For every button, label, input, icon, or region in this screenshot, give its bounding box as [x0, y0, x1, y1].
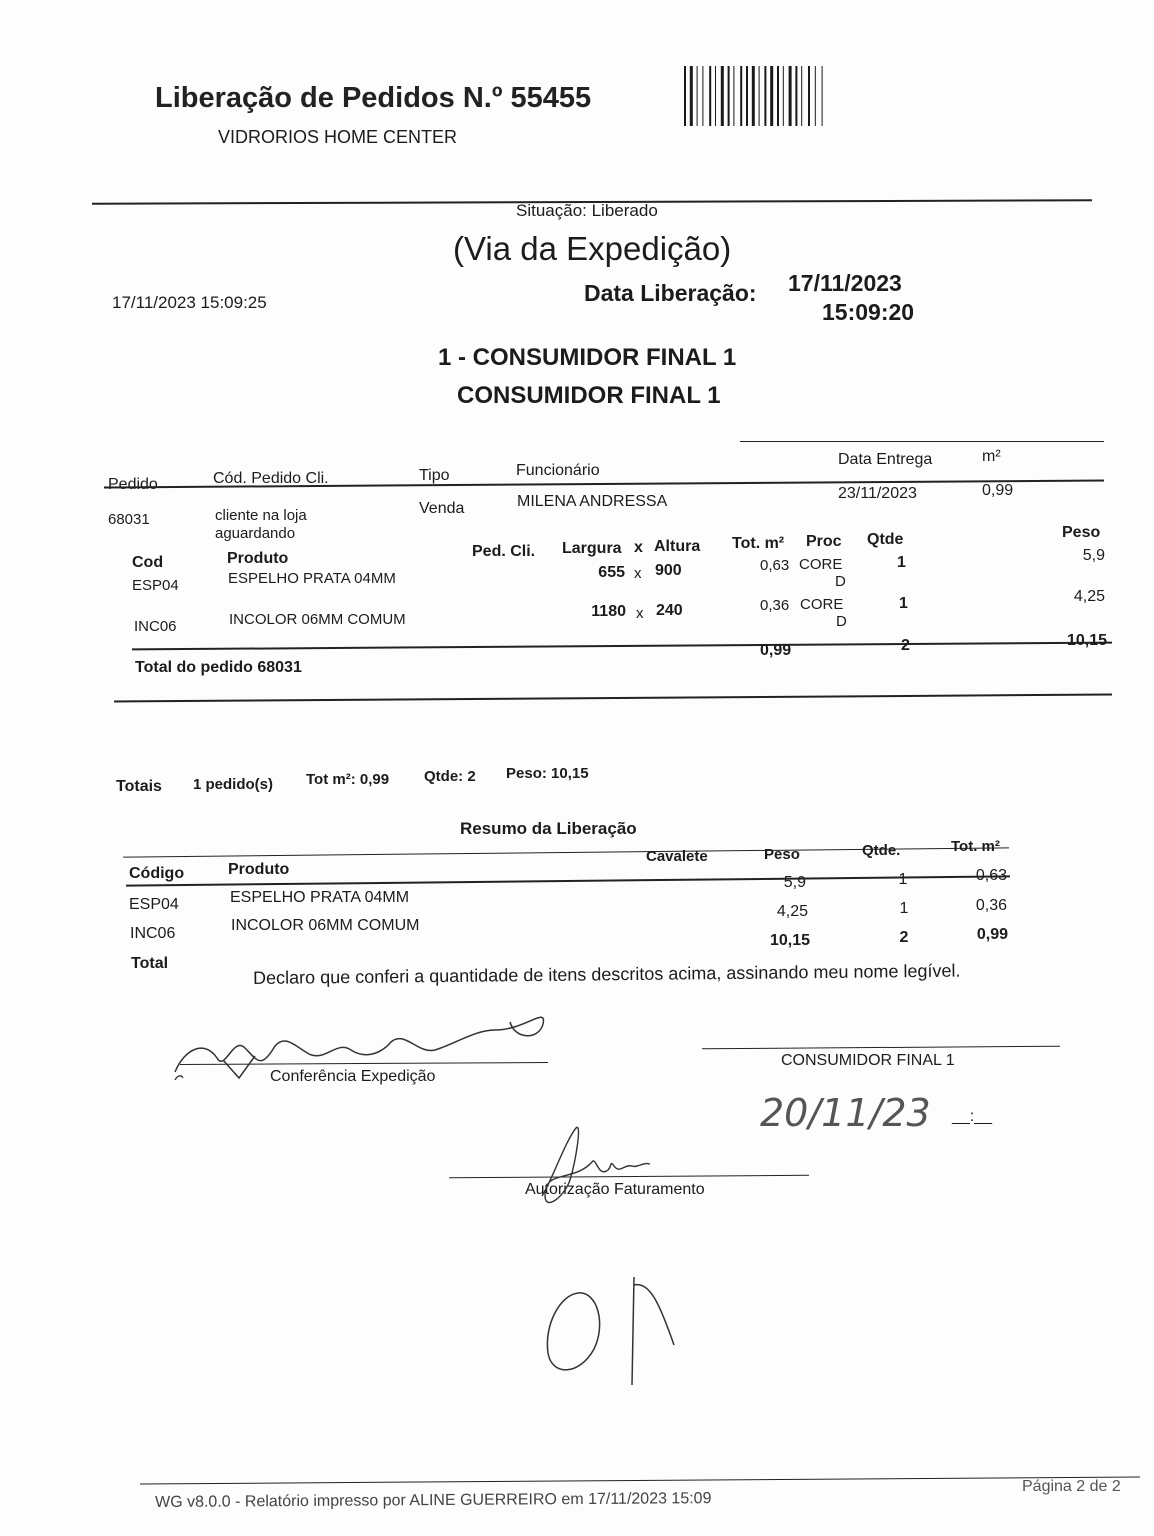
client-signature-label: CONSUMIDOR FINAL 1: [781, 1052, 955, 1069]
handwritten-date: [755, 1082, 945, 1137]
signature-image: [165, 1000, 565, 1090]
barcode-bar: [783, 66, 784, 126]
items-header-cod: Cod: [132, 554, 164, 571]
order-total-label: Total do pedido 68031: [135, 659, 302, 676]
summary-header-produto: Produto: [228, 861, 290, 878]
item-altura: 240: [656, 602, 683, 619]
item-qtde: 1: [897, 554, 906, 571]
summary-header-tot-m2: Tot. m²: [951, 838, 1000, 855]
totals-peso: Peso: 10,15: [506, 765, 589, 782]
items-header-proc: Proc: [806, 533, 842, 550]
item-cod: ESP04: [132, 577, 179, 594]
order-number: 68031: [108, 511, 150, 528]
items-header-altura: Altura: [654, 538, 701, 555]
barcode-bar: [684, 66, 686, 126]
summary-header-cavalete: Cavalete: [646, 848, 708, 865]
items-header-ped-cli: Ped. Cli.: [472, 543, 536, 560]
item-proc-2: D: [835, 573, 846, 590]
page-number: Página 2 de 2: [1022, 1478, 1121, 1495]
order-cod-pedido-cli-2: aguardando: [215, 525, 296, 542]
items-header-x: x: [634, 539, 643, 556]
barcode-bar: [764, 66, 766, 126]
divider: [132, 642, 1112, 651]
signature-image: [520, 1120, 680, 1220]
declaration-text: Declaro que conferi a quantidade de itens descritos acima, assinando meu nome legível.: [253, 960, 961, 988]
summary-header-codigo: Código: [129, 865, 185, 882]
item-produto: ESPELHO PRATA 04MM: [228, 570, 396, 587]
item-qtde: 1: [899, 595, 908, 612]
barcode-bar: [752, 66, 755, 126]
barcode-bar: [709, 66, 711, 126]
release-date: 17/11/2023: [788, 270, 902, 296]
footer-divider: [140, 1477, 1140, 1485]
order-total-m2: 0,99: [760, 642, 792, 659]
barcode-bar: [746, 66, 748, 126]
summary-qtde: 1: [898, 871, 908, 888]
order-header-m2: m²: [982, 448, 1001, 465]
summary-peso: 4,25: [776, 903, 808, 920]
barcode-bar: [697, 66, 698, 126]
order-cod-pedido-cli: cliente na loja: [215, 507, 307, 524]
item-tot-m2: 0,36: [760, 597, 790, 614]
item-proc: CORE: [799, 556, 843, 573]
conferencia-label: Conferência Expedição: [270, 1068, 436, 1085]
summary-total-m2: 0,99: [976, 926, 1008, 943]
summary-total-peso: 10,15: [769, 932, 810, 949]
barcode-bar: [728, 66, 730, 126]
summary-peso: 5,9: [783, 874, 806, 891]
items-header-tot-m2: Tot. m²: [732, 535, 785, 552]
order-header-pedido: Pedido: [108, 476, 158, 493]
item-peso: 5,9: [1082, 547, 1105, 564]
order-total-peso: 10,15: [1066, 632, 1107, 649]
client-name: CONSUMIDOR FINAL 1: [457, 382, 721, 409]
barcode-bar: [702, 66, 703, 126]
item-largura: 1180: [591, 603, 626, 620]
totals-label: Totais: [116, 778, 162, 795]
order-total-qtde: 2: [901, 637, 910, 654]
document-title: Liberação de Pedidos N.º 55455: [155, 82, 592, 114]
summary-produto: INCOLOR 06MM COMUM: [231, 917, 420, 934]
barcode-bar: [759, 66, 760, 126]
print-datetime: 17/11/2023 15:09:25: [112, 293, 267, 312]
order-funcionario: MILENA ANDRESSA: [517, 493, 668, 510]
barcode-bar: [740, 66, 742, 126]
barcode-bar: [822, 66, 823, 126]
items-header-peso: Peso: [1062, 524, 1101, 541]
item-peso: 4,25: [1073, 588, 1105, 605]
item-proc-2: D: [836, 613, 847, 630]
summary-codigo: ESP04: [129, 896, 179, 913]
order-header-data-entrega: Data Entrega: [838, 451, 933, 468]
item-x: x: [636, 605, 644, 622]
summary-header-qtde: Qtde.: [862, 842, 901, 859]
items-header-largura: Largura: [562, 540, 622, 557]
totals-m2: Tot m²: 0,99: [306, 771, 390, 788]
handwritten-ok: [540, 1265, 690, 1395]
items-header-qtde: Qtde: [867, 531, 904, 548]
summary-qtde: 1: [899, 900, 909, 917]
summary-total-qtde: 2: [899, 929, 909, 946]
summary-tot-m2: 0,36: [975, 897, 1007, 914]
barcode-bar: [733, 66, 734, 126]
items-header-produto: Produto: [227, 550, 289, 567]
barcode-bar: [715, 66, 716, 126]
divider: [114, 694, 1112, 703]
barcode-bar: [721, 66, 724, 126]
autorizacao-label: Autorização Faturamento: [525, 1181, 705, 1198]
summary-header-peso: Peso: [764, 846, 800, 863]
barcode-bar: [808, 66, 810, 126]
barcode-bar: [770, 66, 773, 126]
summary-codigo: INC06: [130, 925, 176, 942]
item-produto: INCOLOR 06MM COMUM: [229, 611, 406, 628]
totals-pedidos: 1 pedido(s): [193, 776, 274, 793]
item-x: x: [634, 565, 642, 582]
item-tot-m2: 0,63: [760, 557, 790, 574]
handwritten-date-text: 20/11/23: [760, 1091, 931, 1135]
item-altura: 900: [655, 562, 682, 579]
barcode-bar: [777, 66, 779, 126]
summary-total-label: Total: [131, 955, 169, 972]
barcode-bar: [815, 66, 816, 126]
divider: [740, 441, 1104, 442]
item-largura: 655: [598, 564, 625, 581]
time-blank: __:__: [952, 1108, 993, 1125]
barcode-bar: [801, 66, 802, 126]
barcode: [684, 66, 862, 126]
order-header-cod-pedido-cli: Cód. Pedido Cli.: [213, 470, 329, 487]
barcode-bar: [789, 66, 792, 126]
summary-title: Resumo da Liberação: [460, 819, 637, 838]
signature-line: [702, 1046, 1060, 1049]
release-time: 15:09:20: [822, 299, 915, 325]
client-code-name: 1 - CONSUMIDOR FINAL 1: [438, 344, 737, 371]
order-header-tipo: Tipo: [419, 467, 450, 484]
item-proc: CORE: [800, 596, 844, 613]
barcode-bar: [690, 66, 693, 126]
copy-type: (Via da Expedição): [453, 230, 732, 267]
release-date-label: Data Liberação:: [584, 280, 757, 306]
barcode-bar: [795, 66, 797, 126]
totals-qtde: Qtde: 2: [424, 768, 476, 785]
status-text: Situação: Liberado: [516, 201, 658, 220]
item-cod: INC06: [134, 618, 177, 635]
summary-tot-m2: 0,63: [975, 867, 1007, 884]
printed-by: WG v8.0.0 - Relatório impresso por ALINE GUERREIRO em 17/11/2023 15:09: [155, 1490, 712, 1511]
order-header-funcionario: Funcionário: [516, 462, 600, 479]
order-m2: 0,99: [982, 482, 1014, 499]
summary-produto: ESPELHO PRATA 04MM: [230, 889, 410, 906]
order-data-entrega: 23/11/2023: [838, 485, 917, 502]
company-name: VIDRORIOS HOME CENTER: [218, 127, 458, 147]
order-tipo: Venda: [419, 500, 465, 517]
